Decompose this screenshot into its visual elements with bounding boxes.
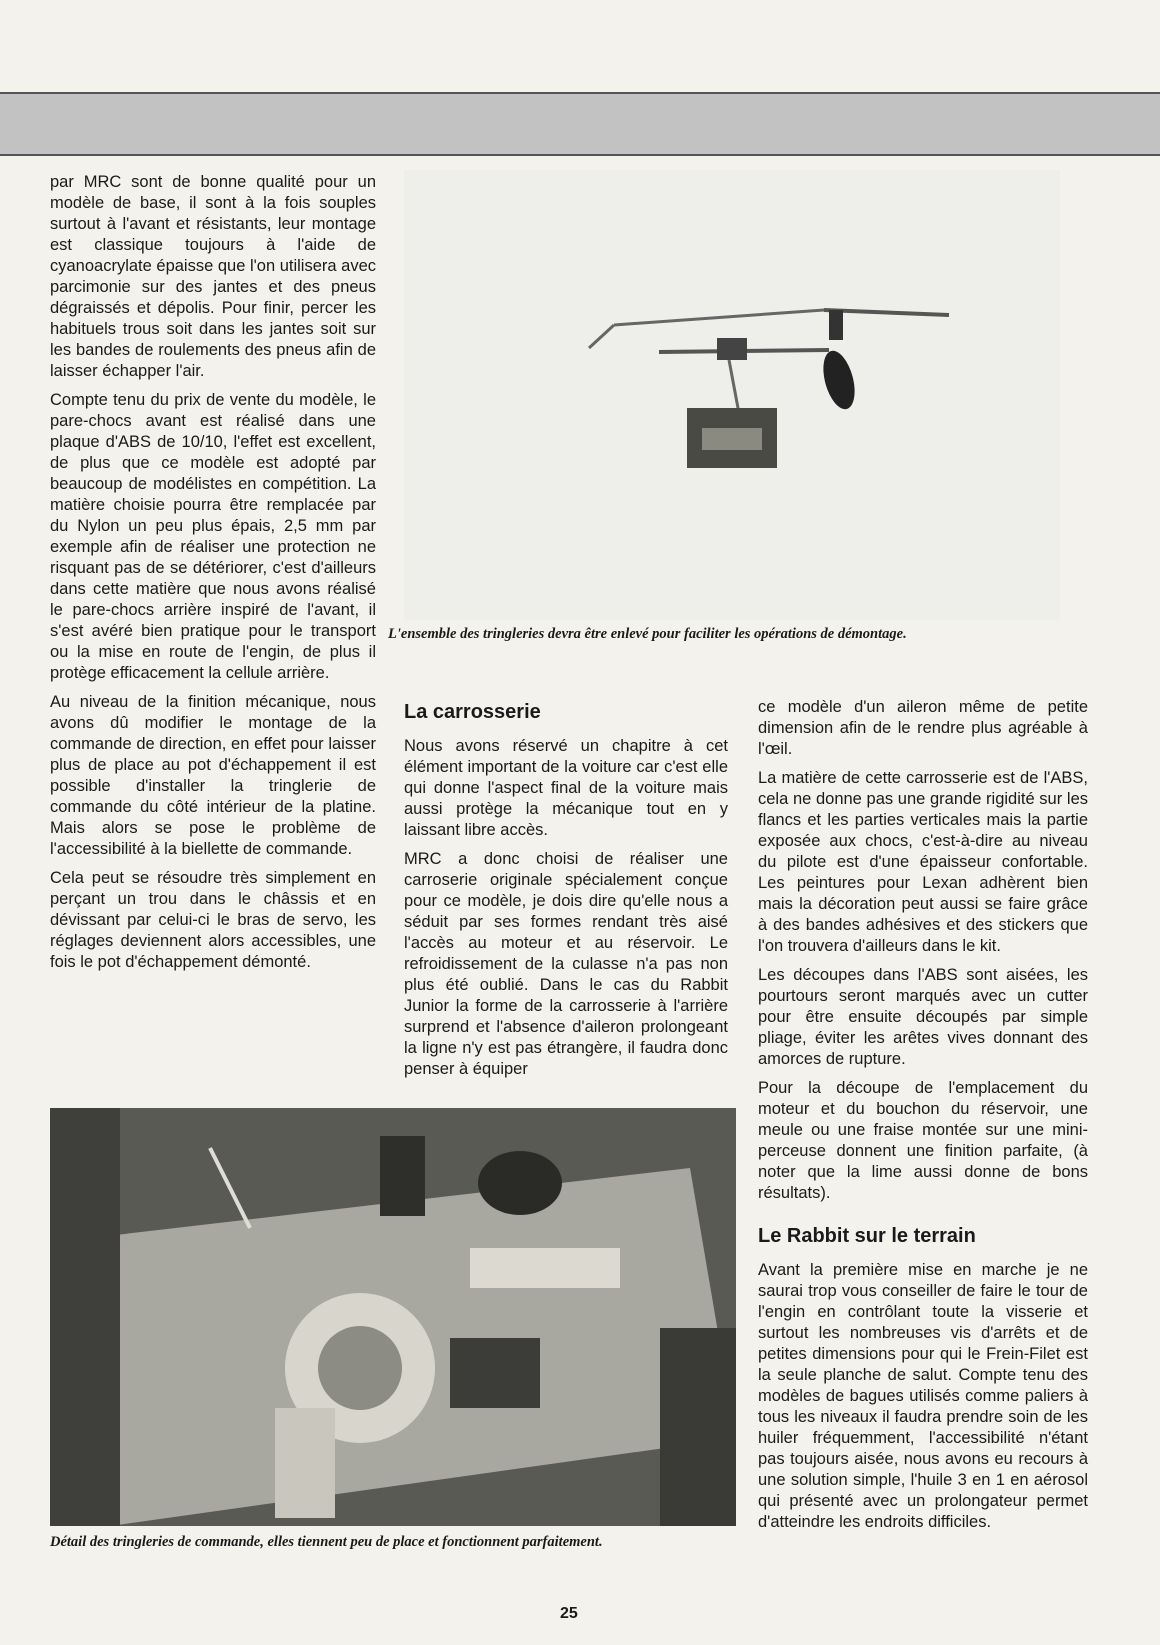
paragraph: Les découpes dans l'ABS sont aisées, les pourtours seront marqués avec un cutter pour être ensuite découpés par simple pliage, éviter les arêtes vives donnant des amorces de rupture. bbox=[758, 966, 1088, 1068]
chassis-illustration bbox=[50, 1108, 736, 1526]
column-left bbox=[50, 172, 376, 981]
photo-chassis-detail bbox=[50, 1108, 736, 1526]
header-band bbox=[0, 92, 1160, 156]
paragraph: MRC a donc choisi de réaliser une carroserie originale spécialement conçue pour ce modèle, je dois dire qu'elle nous a séduit par ses formes rendant très aisé l'accès au moteur et au réservoir. Le refroidissement de la culasse n'a pas non plus été oublié. Dans le cas du Rabbit Junior la forme de la carrosserie à l'arrière surprend et l'absence d'aileron prolongeant la ligne n'y est pas étrangère, il faudra donc penser à équiper bbox=[404, 850, 728, 1078]
column-middle bbox=[404, 700, 728, 1088]
paragraph: Avant la première mise en marche je ne saurai trop vous conseiller de faire le tour de l'engin en contrôlant toute la visserie et surtout les nombreuses vis d'arrêts et de petites dimensions pour qui le Frein-Filet est la seule planche de salut. Compte tenu des modèles de bagues utilisés comme paliers à tous les niveaux il faudra prendre soin de les huiler fréquemment, l'accessibilité n'étant pas toujours aisée, nous avons eu recours à une solution simple, l'huile 3 en 1 en aérosol qui présenté avec un prolongateur permet d'atteindre les endroits difficiles. bbox=[758, 1261, 1088, 1531]
caption-top: L'ensemble des tringleries devra être enlevé pour faciliter les opérations de démontage. bbox=[388, 626, 907, 642]
paragraph: Au niveau de la finition mécanique, nous avons dû modifier le montage de la commande de direction, en effet pour laisser plus de place au pot d'échappement il est possible d'installer la tringlerie de commande du côté intérieur de la platine. Mais alors se pose le problème de l'accessibilité à la biellette de commande. bbox=[50, 693, 376, 858]
heading-carrosserie: La carrosserie bbox=[404, 701, 541, 723]
paragraph: Pour la découpe de l'emplacement du moteur et du bouchon du réservoir, une meule ou une fraise montée sur une mini-perceuse donnent une finition parfaite, (à noter que la lime aussi donne de bons résultats). bbox=[758, 1079, 1088, 1202]
paragraph: Compte tenu du prix de vente du modèle, le pare-chocs avant est réalisé dans une plaque d'ABS de 10/10, l'effet est excellent, de plus que ce modèle est adopté par beaucoup de modélistes en compétition. La matière choisie pourra être remplacée par du Nylon un peu plus épais, 2,5 mm par exemple afin de réaliser une protection ne risquant pas de se détériorer, c'est d'ailleurs dans cette matière que nous avons réalisé le pare-chocs arrière inspiré de l'avant, il s'est avéré bien pratique pour le transport ou la mise en route de l'engin, de plus il protège efficacement la cellule arrière. bbox=[50, 391, 376, 682]
paragraph: par MRC sont de bonne qualité pour un modèle de base, il sont à la fois souples surtout à l'avant et résistants, leur montage est classique toujours à l'aide de cyanoacrylate épaisse que l'on utilisera avec parcimonie sur des jantes et des pneus dégraissés et dépolis. Pour finir, percer les habituels trous soit dans les jantes soit sur les bandes de roulements des pneus afin de laisser échapper l'air. bbox=[50, 173, 377, 380]
column-right bbox=[758, 697, 1088, 1541]
photo-steering-linkage bbox=[404, 170, 1060, 620]
paragraph: Cela peut se résoudre très simplement en perçant un trou dans le châssis et en dévissant par celui-ci le bras de servo, les réglages deviennent alors accessibles, une fois le pot d'échappement démonté. bbox=[50, 869, 376, 971]
linkage-illustration bbox=[404, 170, 1060, 620]
caption-bottom: Détail des tringleries de commande, elles tiennent peu de place et fonctionnent parfaitement. bbox=[50, 1534, 603, 1550]
heading-rabbit-terrain: Le Rabbit sur le terrain bbox=[758, 1225, 976, 1247]
paragraph: La matière de cette carrosserie est de l'ABS, cela ne donne pas une grande rigidité sur les flancs et les parties verticales mais la partie exposée aux chocs, c'est-à-dire au niveau du pilote est d'une épaisseur confortable. Les peintures pour Lexan adhèrent bien mais la décoration peut aussi se faire grâce à des bandes adhésives et des stickers que l'on trouvera d'ailleurs dans le kit. bbox=[758, 769, 1088, 955]
paragraph: Nous avons réservé un chapitre à cet élément important de la voiture car c'est elle qui donne l'aspect final de la voiture mais aussi protège la mécanique tout en y laissant libre accès. bbox=[404, 737, 728, 839]
page-number: 25 bbox=[560, 1605, 578, 1622]
paragraph: ce modèle d'un aileron même de petite dimension afin de le rendre plus agréable à l'œil. bbox=[758, 698, 1088, 758]
